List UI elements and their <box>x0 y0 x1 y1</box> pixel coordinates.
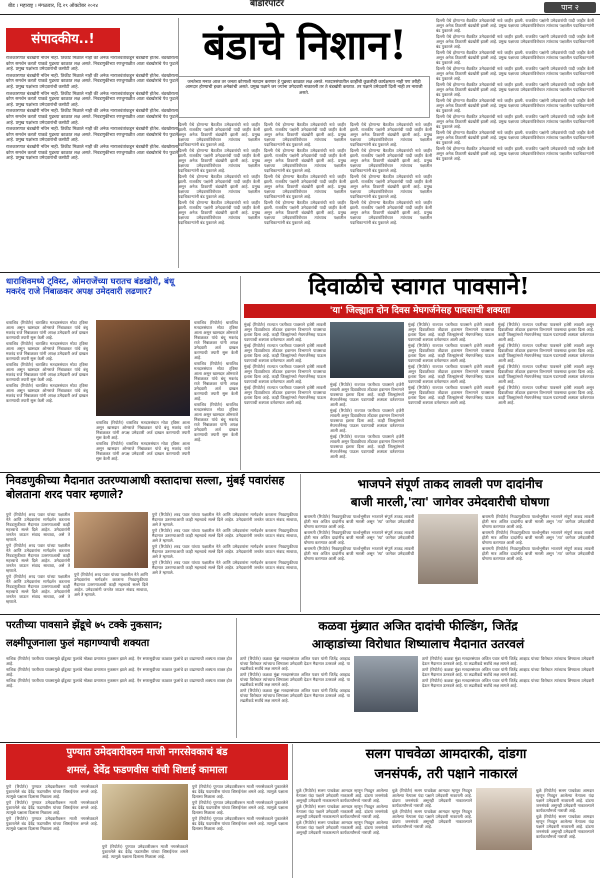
lead-body-col3: दिल्ली येथे होणाऱ्या बैठकीत उमेदवारांची नावे जाहीर झाली. राजकीय पक्षांनी उमेदवारांची यादी जाहीर केली असून अनेक ठिकाणी बंडखोरी झाली आहे. प्रमुख पक्षाच्या उमेदवारांविरोधात त्यांच्याच पक्षातील पदाधिकाऱ्यांनी बंड पुकारले आहे. दिल्ली येथे होणाऱ्या बैठकीत उमेदवारांची नावे जाहीर झाली. राजकीय पक्षांनी उमेदवारांची यादी जाहीर केली असून अनेक ठिकाणी बंडखोरी झाली आहे. प्रमुख पक्षाच्या उमेदवारांविरोधात त्यांच्याच पक्षातील पदाधिकाऱ्यांनी बंड पुकारले आहे. दिल्ली येथे होणाऱ्या बैठकीत उमेदवारांची नावे जाहीर झाली. राजकीय पक्षांनी उमेदवारांची यादी जाहीर केली असून अनेक ठिकाणी बंडखोरी झाली आहे. प्रमुख पक्षाच्या उमेदवारांविरोधात त्यांच्याच पक्षातील पदाधिकाऱ्यांनी बंड पुकारले आहे. दिल्ली येथे होणाऱ्या बैठकीत उमेदवारांची नावे जाहीर झाली. राजकीय पक्षांनी उमेदवारांची यादी जाहीर केली असून अनेक ठिकाणी बंडखोरी झाली आहे. प्रमुख पक्षाच्या उमेदवारांविरोधात त्यांच्याच पक्षातील पदाधिकाऱ्यांनी बंड पुकारले आहे. <box>350 122 432 225</box>
salag-headline-line1: सलग पाचवेळा आमदारकी, दांडगा <box>365 747 527 762</box>
rain-photo <box>330 322 404 378</box>
lead-body-col2: दिल्ली येथे होणाऱ्या बैठकीत उमेदवारांची नावे जाहीर झाली. राजकीय पक्षांनी उमेदवारांची यादी जाहीर केली असून अनेक ठिकाणी बंडखोरी झाली आहे. प्रमुख पक्षाच्या उमेदवारांविरोधात त्यांच्याच पक्षातील पदाधिकाऱ्यांनी बंड पुकारले आहे. दिल्ली येथे होणाऱ्या बैठकीत उमेदवारांची नावे जाहीर झाली. राजकीय पक्षांनी उमेदवारांची यादी जाहीर केली असून अनेक ठिकाणी बंडखोरी झाली आहे. प्रमुख पक्षाच्या उमेदवारांविरोधात त्यांच्याच पक्षातील पदाधिकाऱ्यांनी बंड पुकारले आहे. दिल्ली येथे होणाऱ्या बैठकीत उमेदवारांची नावे जाहीर झाली. राजकीय पक्षांनी उमेदवारांची यादी जाहीर केली असून अनेक ठिकाणी बंडखोरी झाली आहे. प्रमुख पक्षाच्या उमेदवारांविरोधात त्यांच्याच पक्षातील पदाधिकाऱ्यांनी बंड पुकारले आहे. दिल्ली येथे होणाऱ्या बैठकीत उमेदवारांची नावे जाहीर झाली. राजकीय पक्षांनी उमेदवारांची यादी जाहीर केली असून अनेक ठिकाणी बंडखोरी झाली आहे. प्रमुख पक्षाच्या उमेदवारांविरोधात त्यांच्याच पक्षातील पदाधिकाऱ्यांनी बंड पुकारले आहे. <box>264 122 346 225</box>
column-divider <box>292 744 293 878</box>
rally-photo <box>96 320 190 416</box>
masthead-rule <box>0 14 600 15</box>
salag-text-col3: धुळे (रिपोर्टर) सलग पाचवेळा आमदार म्हणून निवडून आलेल्या नेत्याला यंदा पक्षाने उमेदवारी नाकारली आहे. दांडगा जनसंपर्क असूनही उमेदवारी नाकारल्याने कार्यकर्त्यांमध्ये नाराजी आहे. धुळे (रिपोर्टर) सलग पाचवेळा आमदार म्हणून निवडून आलेल्या नेत्याला यंदा पक्षाने उमेदवारी नाकारली आहे. दांडगा जनसंपर्क असूनही उमेदवारी नाकारल्याने कार्यकर्त्यांमध्ये नाराजी आहे. <box>536 788 594 839</box>
lead-headline: बंडाचे निशान! <box>203 22 407 69</box>
section-rule <box>0 472 600 473</box>
diwali-text-col4: मुंबई (रिपोर्टर) राज्यात परतीच्या पावसाने हजेरी लावली असून दिवाळीच्या तोंडावर हवामान विभागाने पावसाचा इशारा दिला आहे. काही जिल्ह्यांमध्ये मेघगर्जनेसह पाऊस पडण्याची शक्यता वर्तवण्यात आली आहे. मुंबई (रिपोर्टर) राज्यात परतीच्या पावसाने हजेरी लावली असून दिवाळीच्या तोंडावर हवामान विभागाने पावसाचा इशारा दिला आहे. काही जिल्ह्यांमध्ये मेघगर्जनेसह पाऊस पडण्याची शक्यता वर्तवण्यात आली आहे. मुंबई (रिपोर्टर) राज्यात परतीच्या पावसाने हजेरी लावली असून दिवाळीच्या तोंडावर हवामान विभागाने पावसाचा इशारा दिला आहे. काही जिल्ह्यांमध्ये मेघगर्जनेसह पाऊस पडण्याची शक्यता वर्तवण्यात आली आहे. मुंबई (रिपोर्टर) राज्यात परतीच्या पावसाने हजेरी लावली असून दिवाळीच्या तोंडावर हवामान विभागाने पावसाचा इशारा दिला आहे. काही जिल्ह्यांमध्ये मेघगर्जनेसह पाऊस पडण्याची शक्यता वर्तवण्यात आली आहे. <box>498 322 594 405</box>
lead-body-col1: दिल्ली येथे होणाऱ्या बैठकीत उमेदवारांची नावे जाहीर झाली. राजकीय पक्षांनी उमेदवारांची यादी जाहीर केली असून अनेक ठिकाणी बंडखोरी झाली आहे. प्रमुख पक्षाच्या उमेदवारांविरोधात त्यांच्याच पक्षातील पदाधिकाऱ्यांनी बंड पुकारले आहे. दिल्ली येथे होणाऱ्या बैठकीत उमेदवारांची नावे जाहीर झाली. राजकीय पक्षांनी उमेदवारांची यादी जाहीर केली असून अनेक ठिकाणी बंडखोरी झाली आहे. प्रमुख पक्षाच्या उमेदवारांविरोधात त्यांच्याच पक्षातील पदाधिकाऱ्यांनी बंड पुकारले आहे. दिल्ली येथे होणाऱ्या बैठकीत उमेदवारांची नावे जाहीर झाली. राजकीय पक्षांनी उमेदवारांची यादी जाहीर केली असून अनेक ठिकाणी बंडखोरी झाली आहे. प्रमुख पक्षाच्या उमेदवारांविरोधात त्यांच्याच पक्षातील पदाधिकाऱ्यांनी बंड पुकारले आहे. दिल्ली येथे होणाऱ्या बैठकीत उमेदवारांची नावे जाहीर झाली. राजकीय पक्षांनी उमेदवारांची यादी जाहीर केली असून अनेक ठिकाणी बंडखोरी झाली आहे. प्रमुख पक्षाच्या उमेदवारांविरोधात त्यांच्याच पक्षातील पदाधिकाऱ्यांनी बंड पुकारले आहे. <box>178 122 260 225</box>
partichya-headline-line1: परतीच्या पावसाने झेंडूचे ७५ टक्के नुकसान; <box>6 620 163 631</box>
lead-intro-box: जनतेच्या मनात आज तर जनता कोणाशी मतदान करणार हे पुढच्या काळात लक्ष असते. मतदारसंघातील काहींची कुठलीही कार्यक्षमता नाही पण तरीही आमदार होण्याची इच्छा अनेकांची असते. प्रमुख पक्षाने जर ज्यांना उमेदवारी नाकारली तर ते बंडखोरी करतात. तर पक्षाने उमेदवारी दिली नाही तर नाराजी असते. <box>178 76 430 118</box>
bjp-headline-line2: बाजी मारली,'त्या' जागेवर उमेदवारीची घोषणा <box>350 495 550 509</box>
salag-text-col1: धुळे (रिपोर्टर) सलग पाचवेळा आमदार म्हणून निवडून आलेल्या नेत्याला यंदा पक्षाने उमेदवारी नाकारली आहे. दांडगा जनसंपर्क असूनही उमेदवारी नाकारल्याने कार्यकर्त्यांमध्ये नाराजी आहे. धुळे (रिपोर्टर) सलग पाचवेळा आमदार म्हणून निवडून आलेल्या नेत्याला यंदा पक्षाने उमेदवारी नाकारली आहे. दांडगा जनसंपर्क असूनही उमेदवारी नाकारल्याने कार्यकर्त्यांमध्ये नाराजी आहे. धुळे (रिपोर्टर) सलग पाचवेळा आमदार म्हणून निवडून आलेल्या नेत्याला यंदा पक्षाने उमेदवारी नाकारली आहे. दांडगा जनसंपर्क असूनही उमेदवारी नाकारल्याने कार्यकर्त्यांमध्ये नाराजी आहे. <box>296 788 388 835</box>
partichya-text: नाशिक (रिपोर्टर) परतीच्या पावसामुळे झेंडूच्या फुलांचे मोठ्या प्रमाणात नुकसान झाले आहे. ऐन सणासुदीच्या काळात फुलांचे दर वाढण्याची शक्यता व्यक्त होत आहे. नाशिक (रिपोर्टर) परतीच्या पावसामुळे झेंडूच्या फुलांचे मोठ्या प्रमाणात नुकसान झाले आहे. ऐन सणासुदीच्या काळात फुलांचे दर वाढण्याची शक्यता व्यक्त होत आहे. नाशिक (रिपोर्टर) परतीच्या पावसामुळे झेंडूच्या फुलांचे मोठ्या प्रमाणात नुकसान झाले आहे. ऐन सणासुदीच्या काळात फुलांचे दर वाढण्याची शक्यता व्यक्त होत आहे. <box>6 656 232 688</box>
diwali-text-col2: मुंबई (रिपोर्टर) राज्यात परतीच्या पावसाने हजेरी लावली असून दिवाळीच्या तोंडावर हवामान विभागाने पावसाचा इशारा दिला आहे. काही जिल्ह्यांमध्ये मेघगर्जनेसह पाऊस पडण्याची शक्यता वर्तवण्यात आली आहे. मुंबई (रिपोर्टर) राज्यात परतीच्या पावसाने हजेरी लावली असून दिवाळीच्या तोंडावर हवामान विभागाने पावसाचा इशारा दिला आहे. काही जिल्ह्यांमध्ये मेघगर्जनेसह पाऊस पडण्याची शक्यता वर्तवण्यात आली आहे. मुंबई (रिपोर्टर) राज्यात परतीच्या पावसाने हजेरी लावली असून दिवाळीच्या तोंडावर हवामान विभागाने पावसाचा इशारा दिला आहे. काही जिल्ह्यांमध्ये मेघगर्जनेसह पाऊस पडण्याची शक्यता वर्तवण्यात आली आहे. <box>330 382 404 459</box>
bjp-photo <box>418 514 478 584</box>
pune-headline-box <box>6 744 288 780</box>
sabha-text-col1: पुणे (रिपोर्टर) शरद पवार यांच्या पक्षातील नेते आणि उमेदवारांना मार्गदर्शन करताना निवडणुकीच्या मैदानात उतरण्याआधी काही महत्त्वाचे सल्ले दिले आहेत. उमेदवारांनी जनतेत जाऊन संवाद साधावा, असे ते म्हणाले. पुणे (रिपोर्टर) शरद पवार यांच्या पक्षातील नेते आणि उमेदवारांना मार्गदर्शन करताना निवडणुकीच्या मैदानात उतरण्याआधी काही महत्त्वाचे सल्ले दिले आहेत. उमेदवारांनी जनतेत जाऊन संवाद साधावा, असे ते म्हणाले. पुणे (रिपोर्टर) शरद पवार यांच्या पक्षातील नेते आणि उमेदवारांना मार्गदर्शन करताना निवडणुकीच्या मैदानात उतरण्याआधी काही महत्त्वाचे सल्ले दिले आहेत. उमेदवारांनी जनतेत जाऊन संवाद साधावा, असे ते म्हणाले. <box>6 512 70 604</box>
column-divider <box>240 276 241 470</box>
kalva-text-col1: ठाणे (रिपोर्टर) कळवा मुंब्रा मतदारसंघात अजित पवार यांनी जितेंद्र आव्हाड यांच्या विरोधात त्यांच्याच शिष्याला उमेदवारी देऊन मैदानात उतरवले आहे. या लढतीकडे सर्वांचे लक्ष लागले आहे. ठाणे (रिपोर्टर) कळवा मुंब्रा मतदारसंघात अजित पवार यांनी जितेंद्र आव्हाड यांच्या विरोधात त्यांच्याच शिष्याला उमेदवारी देऊन मैदानात उतरवले आहे. या लढतीकडे सर्वांचे लक्ष लागले आहे. ठाणे (रिपोर्टर) कळवा मुंब्रा मतदारसंघात अजित पवार यांनी जितेंद्र आव्हाड यांच्या विरोधात त्यांच्याच शिष्याला उमेदवारी देऊन मैदानात उतरवले आहे. या लढतीकडे सर्वांचे लक्ष लागले आहे. <box>240 656 350 703</box>
bjp-text-col2: बारामती (रिपोर्टर) निवडणुकीच्या पार्श्वभूमीवर भाजपने संपूर्ण ताकद लावली होती मात्र अजित दादांनीच बाजी मारली असून 'त्या' जागेवर उमेदवारीची घोषणा करण्यात आली आहे. बारामती (रिपोर्टर) निवडणुकीच्या पार्श्वभूमीवर भाजपने संपूर्ण ताकद लावली होती मात्र अजित दादांनीच बाजी मारली असून 'त्या' जागेवर उमेदवारीची घोषणा करण्यात आली आहे. बारामती (रिपोर्टर) निवडणुकीच्या पार्श्वभूमीवर भाजपने संपूर्ण ताकद लावली होती मात्र अजित दादांनीच बाजी मारली असून 'त्या' जागेवर उमेदवारीची घोषणा करण्यात आली आहे. <box>482 514 594 561</box>
editorial-header: संपादकीय..! <box>6 28 120 52</box>
dharashiv-text-col1: धाराशिव (रिपोर्टर) धाराशिव मतदारसंघात मोठा ट्विस्ट आला असून खासदार ओमराजे निंबाळकर यांचे बंधू मकरंद राजे निंबाळकर यांनी अपक्ष उमेदवारी अर्ज दाखल करण्याची तयारी सुरू केली आहे. धाराशिव (रिपोर्टर) धाराशिव मतदारसंघात मोठा ट्विस्ट आला असून खासदार ओमराजे निंबाळकर यांचे बंधू मकरंद राजे निंबाळकर यांनी अपक्ष उमेदवारी अर्ज दाखल करण्याची तयारी सुरू केली आहे. धाराशिव (रिपोर्टर) धाराशिव मतदारसंघात मोठा ट्विस्ट आला असून खासदार ओमराजे निंबाळकर यांचे बंधू मकरंद राजे निंबाळकर यांनी अपक्ष उमेदवारी अर्ज दाखल करण्याची तयारी सुरू केली आहे. धाराशिव (रिपोर्टर) धाराशिव मतदारसंघात मोठा ट्विस्ट आला असून खासदार ओमराजे निंबाळकर यांचे बंधू मकरंद राजे निंबाळकर यांनी अपक्ष उमेदवारी अर्ज दाखल करण्याची तयारी सुरू केली आहे. <box>6 320 88 403</box>
dharashiv-text-col2: धाराशिव (रिपोर्टर) धाराशिव मतदारसंघात मोठा ट्विस्ट आला असून खासदार ओमराजे निंबाळकर यांचे बंधू मकरंद राजे निंबाळकर यांनी अपक्ष उमेदवारी अर्ज दाखल करण्याची तयारी सुरू केली आहे. धाराशिव (रिपोर्टर) धाराशिव मतदारसंघात मोठा ट्विस्ट आला असून खासदार ओमराजे निंबाळकर यांचे बंधू मकरंद राजे निंबाळकर यांनी अपक्ष उमेदवारी अर्ज दाखल करण्याची तयारी सुरू केली आहे. <box>96 420 190 461</box>
sabha-text-col3: पुणे (रिपोर्टर) शरद पवार यांच्या पक्षातील नेते आणि उमेदवारांना मार्गदर्शन करताना निवडणुकीच्या मैदानात उतरण्याआधी काही महत्त्वाचे सल्ले दिले आहेत. उमेदवारांनी जनतेत जाऊन संवाद साधावा, असे ते म्हणाले. पुणे (रिपोर्टर) शरद पवार यांच्या पक्षातील नेते आणि उमेदवारांना मार्गदर्शन करताना निवडणुकीच्या मैदानात उतरण्याआधी काही महत्त्वाचे सल्ले दिले आहेत. उमेदवारांनी जनतेत जाऊन संवाद साधावा, असे ते म्हणाले. पुणे (रिपोर्टर) शरद पवार यांच्या पक्षातील नेते आणि उमेदवारांना मार्गदर्शन करताना निवडणुकीच्या मैदानात उतरण्याआधी काही महत्त्वाचे सल्ले दिले आहेत. उमेदवारांनी जनतेत जाऊन संवाद साधावा, असे ते म्हणाले. पुणे (रिपोर्टर) शरद पवार यांच्या पक्षातील नेते आणि उमेदवारांना मार्गदर्शन करताना निवडणुकीच्या मैदानात उतरण्याआधी काही महत्त्वाचे सल्ले दिले आहेत. उमेदवारांनी जनतेत जाऊन संवाद साधावा, असे ते म्हणाले. <box>152 512 298 575</box>
bjp-text-col1: बारामती (रिपोर्टर) निवडणुकीच्या पार्श्वभूमीवर भाजपने संपूर्ण ताकद लावली होती मात्र अजित दादांनीच बाजी मारली असून 'त्या' जागेवर उमेदवारीची घोषणा करण्यात आली आहे. बारामती (रिपोर्टर) निवडणुकीच्या पार्श्वभूमीवर भाजपने संपूर्ण ताकद लावली होती मात्र अजित दादांनीच बाजी मारली असून 'त्या' जागेवर उमेदवारीची घोषणा करण्यात आली आहे. बारामती (रिपोर्टर) निवडणुकीच्या पार्श्वभूमीवर भाजपने संपूर्ण ताकद लावली होती मात्र अजित दादांनीच बाजी मारली असून 'त्या' जागेवर उमेदवारीची घोषणा करण्यात आली आहे. <box>304 514 414 561</box>
bjp-headline-line1: भाजपने संपूर्ण ताकद लावली पण दादांनीच <box>357 477 543 491</box>
masthead-title: बीडरिपोर्टर <box>250 0 284 9</box>
diwali-text-col1: मुंबई (रिपोर्टर) राज्यात परतीच्या पावसाने हजेरी लावली असून दिवाळीच्या तोंडावर हवामान विभागाने पावसाचा इशारा दिला आहे. काही जिल्ह्यांमध्ये मेघगर्जनेसह पाऊस पडण्याची शक्यता वर्तवण्यात आली आहे. मुंबई (रिपोर्टर) राज्यात परतीच्या पावसाने हजेरी लावली असून दिवाळीच्या तोंडावर हवामान विभागाने पावसाचा इशारा दिला आहे. काही जिल्ह्यांमध्ये मेघगर्जनेसह पाऊस पडण्याची शक्यता वर्तवण्यात आली आहे. मुंबई (रिपोर्टर) राज्यात परतीच्या पावसाने हजेरी लावली असून दिवाळीच्या तोंडावर हवामान विभागाने पावसाचा इशारा दिला आहे. काही जिल्ह्यांमध्ये मेघगर्जनेसह पाऊस पडण्याची शक्यता वर्तवण्यात आली आहे. मुंबई (रिपोर्टर) राज्यात परतीच्या पावसाने हजेरी लावली असून दिवाळीच्या तोंडावर हवामान विभागाने पावसाचा इशारा दिला आहे. काही जिल्ह्यांमध्ये मेघगर्जनेसह पाऊस पडण्याची शक्यता वर्तवण्यात आली आहे. <box>244 322 326 405</box>
dharashiv-text-col3: धाराशिव (रिपोर्टर) धाराशिव मतदारसंघात मोठा ट्विस्ट आला असून खासदार ओमराजे निंबाळकर यांचे बंधू मकरंद राजे निंबाळकर यांनी अपक्ष उमेदवारी अर्ज दाखल करण्याची तयारी सुरू केली आहे. धाराशिव (रिपोर्टर) धाराशिव मतदारसंघात मोठा ट्विस्ट आला असून खासदार ओमराजे निंबाळकर यांचे बंधू मकरंद राजे निंबाळकर यांनी अपक्ष उमेदवारी अर्ज दाखल करण्याची तयारी सुरू केली आहे. धाराशिव (रिपोर्टर) धाराशिव मतदारसंघात मोठा ट्विस्ट आला असून खासदार ओमराजे निंबाळकर यांचे बंधू मकरंद राजे निंबाळकर यांनी अपक्ष उमेदवारी अर्ज दाखल करण्याची तयारी सुरू केली आहे. <box>194 320 238 442</box>
kalva-headline-line2: आव्हाडांच्या विरोधात शिष्यालाच मैदानात उतरवलं <box>311 637 525 651</box>
sabha-text-col2: पुणे (रिपोर्टर) शरद पवार यांच्या पक्षातील नेते आणि उमेदवारांना मार्गदर्शन करताना निवडणुकीच्या मैदानात उतरण्याआधी काही महत्त्वाचे सल्ले दिले आहेत. उमेदवारांनी जनतेत जाऊन संवाद साधावा, असे ते म्हणाले. <box>74 572 148 597</box>
section-rule <box>0 614 600 615</box>
kalva-text-col2: ठाणे (रिपोर्टर) कळवा मुंब्रा मतदारसंघात अजित पवार यांनी जितेंद्र आव्हाड यांच्या विरोधात त्यांच्याच शिष्याला उमेदवारी देऊन मैदानात उतरवले आहे. या लढतीकडे सर्वांचे लक्ष लागले आहे. ठाणे (रिपोर्टर) कळवा मुंब्रा मतदारसंघात अजित पवार यांनी जितेंद्र आव्हाड यांच्या विरोधात त्यांच्याच शिष्याला उमेदवारी देऊन मैदानात उतरवले आहे. या लढतीकडे सर्वांचे लक्ष लागले आहे. ठाणे (रिपोर्टर) कळवा मुंब्रा मतदारसंघात अजित पवार यांनी जितेंद्र आव्हाड यांच्या विरोधात त्यांच्याच शिष्याला उमेदवारी देऊन मैदानात उतरवले आहे. या लढतीकडे सर्वांचे लक्ष लागले आहे. <box>422 656 594 688</box>
pune-headline-line1: पुण्यात उमेदवारीवरुन माजी नगरसेवकाचं बंड <box>66 747 228 758</box>
pune-text-col3: पुणे (रिपोर्टर) पुण्यात उमेदवारीवरून माजी नगरसेवकाने पुकारलेले बंड देवेंद्र फडणवीस यांच्या शिष्टाईनंतर शमले आहे. त्यामुळे पक्षाला दिलासा मिळाला आहे. पुणे (रिपोर्टर) पुण्यात उमेदवारीवरून माजी नगरसेवकाने पुकारलेले बंड देवेंद्र फडणवीस यांच्या शिष्टाईनंतर शमले आहे. त्यामुळे पक्षाला दिलासा मिळाला आहे. पुणे (रिपोर्टर) पुण्यात उमेदवारीवरून माजी नगरसेवकाने पुकारलेले बंड देवेंद्र फडणवीस यांच्या शिष्टाईनंतर शमले आहे. त्यामुळे पक्षाला दिलासा मिळाला आहे. <box>192 784 288 831</box>
sabha-photo <box>74 512 148 568</box>
masthead-dateline: बीड । महाराष्ट्र । मंगळवार, दि.२९ ऑक्टोबर २०२४ <box>8 3 98 9</box>
pune-text-col1: पुणे (रिपोर्टर) पुण्यात उमेदवारीवरून माजी नगरसेवकाने पुकारलेले बंड देवेंद्र फडणवीस यांच्या शिष्टाईनंतर शमले आहे. त्यामुळे पक्षाला दिलासा मिळाला आहे. पुणे (रिपोर्टर) पुण्यात उमेदवारीवरून माजी नगरसेवकाने पुकारलेले बंड देवेंद्र फडणवीस यांच्या शिष्टाईनंतर शमले आहे. त्यामुळे पक्षाला दिलासा मिळाला आहे. पुणे (रिपोर्टर) पुण्यात उमेदवारीवरून माजी नगरसेवकाने पुकारलेले बंड देवेंद्र फडणवीस यांच्या शिष्टाईनंतर शमले आहे. त्यामुळे पक्षाला दिलासा मिळाला आहे. <box>6 784 98 831</box>
partichya-headline-line2: लक्ष्मीपूजनाला फुलं महागण्याची शक्यता <box>6 638 150 649</box>
diwali-headline: दिवाळीचे स्वागत पावसाने! <box>308 273 530 300</box>
salag-headline-line2: जनसंपर्क, तरी पक्षाने नाकारलं <box>374 767 518 782</box>
salag-photo <box>476 788 532 850</box>
column-divider <box>236 618 237 738</box>
page-number-badge: पान २ <box>544 2 596 13</box>
pune-text-col2: पुणे (रिपोर्टर) पुण्यात उमेदवारीवरून माजी नगरसेवकाने पुकारलेले बंड देवेंद्र फडणवीस यांच्या शिष्टाईनंतर शमले आहे. त्यामुळे पक्षाला दिलासा मिळाला आहे. <box>102 844 188 859</box>
section-rule <box>0 742 600 743</box>
pune-headline-line2: शमलं, देवेंद्र फडणवीस यांची शिष्टाई कामाला <box>66 765 228 776</box>
lead-body-col4: दिल्ली येथे होणाऱ्या बैठकीत उमेदवारांची नावे जाहीर झाली. राजकीय पक्षांनी उमेदवारांची यादी जाहीर केली असून अनेक ठिकाणी बंडखोरी झाली आहे. प्रमुख पक्षाच्या उमेदवारांविरोधात त्यांच्याच पक्षातील पदाधिकाऱ्यांनी बंड पुकारले आहे. दिल्ली येथे होणाऱ्या बैठकीत उमेदवारांची नावे जाहीर झाली. राजकीय पक्षांनी उमेदवारांची यादी जाहीर केली असून अनेक ठिकाणी बंडखोरी झाली आहे. प्रमुख पक्षाच्या उमेदवारांविरोधात त्यांच्याच पक्षातील पदाधिकाऱ्यांनी बंड पुकारले आहे. दिल्ली येथे होणाऱ्या बैठकीत उमेदवारांची नावे जाहीर झाली. राजकीय पक्षांनी उमेदवारांची यादी जाहीर केली असून अनेक ठिकाणी बंडखोरी झाली आहे. प्रमुख पक्षाच्या उमेदवारांविरोधात त्यांच्याच पक्षातील पदाधिकाऱ्यांनी बंड पुकारले आहे. दिल्ली येथे होणाऱ्या बैठकीत उमेदवारांची नावे जाहीर झाली. राजकीय पक्षांनी उमेदवारांची यादी जाहीर केली असून अनेक ठिकाणी बंडखोरी झाली आहे. प्रमुख पक्षाच्या उमेदवारांविरोधात त्यांच्याच पक्षातील पदाधिकाऱ्यांनी बंड पुकारले आहे. दिल्ली येथे होणाऱ्या बैठकीत उमेदवारांची नावे जाहीर झाली. राजकीय पक्षांनी उमेदवारांची यादी जाहीर केली असून अनेक ठिकाणी बंडखोरी झाली आहे. प्रमुख पक्षाच्या उमेदवारांविरोधात त्यांच्याच पक्षातील पदाधिकाऱ्यांनी बंड पुकारले आहे. दिल्ली येथे होणाऱ्या बैठकीत उमेदवारांची नावे जाहीर झाली. राजकीय पक्षांनी उमेदवारांची यादी जाहीर केली असून अनेक ठिकाणी बंडखोरी झाली आहे. प्रमुख पक्षाच्या उमेदवारांविरोधात त्यांच्याच पक्षातील पदाधिकाऱ्यांनी बंड पुकारले आहे. दिल्ली येथे होणाऱ्या बैठकीत उमेदवारांची नावे जाहीर झाली. राजकीय पक्षांनी उमेदवारांची यादी जाहीर केली असून अनेक ठिकाणी बंडखोरी झाली आहे. प्रमुख पक्षाच्या उमेदवारांविरोधात त्यांच्याच पक्षातील पदाधिकाऱ्यांनी बंड पुकारले आहे. दिल्ली येथे होणाऱ्या बैठकीत उमेदवारांची नावे जाहीर झाली. राजकीय पक्षांनी उमेदवारांची यादी जाहीर केली असून अनेक ठिकाणी बंडखोरी झाली आहे. प्रमुख पक्षाच्या उमेदवारांविरोधात त्यांच्याच पक्षातील पदाधिकाऱ्यांनी बंड पुकारले आहे. दिल्ली येथे होणाऱ्या बैठकीत उमेदवारांची नावे जाहीर झाली. राजकीय पक्षांनी उमेदवारांची यादी जाहीर केली असून अनेक ठिकाणी बंडखोरी झाली आहे. प्रमुख पक्षाच्या उमेदवारांविरोधात त्यांच्याच पक्षातील पदाधिकाऱ्यांनी बंड पुकारले आहे. <box>436 18 594 161</box>
diwali-text-col3: मुंबई (रिपोर्टर) राज्यात परतीच्या पावसाने हजेरी लावली असून दिवाळीच्या तोंडावर हवामान विभागाने पावसाचा इशारा दिला आहे. काही जिल्ह्यांमध्ये मेघगर्जनेसह पाऊस पडण्याची शक्यता वर्तवण्यात आली आहे. मुंबई (रिपोर्टर) राज्यात परतीच्या पावसाने हजेरी लावली असून दिवाळीच्या तोंडावर हवामान विभागाने पावसाचा इशारा दिला आहे. काही जिल्ह्यांमध्ये मेघगर्जनेसह पाऊस पडण्याची शक्यता वर्तवण्यात आली आहे. मुंबई (रिपोर्टर) राज्यात परतीच्या पावसाने हजेरी लावली असून दिवाळीच्या तोंडावर हवामान विभागाने पावसाचा इशारा दिला आहे. काही जिल्ह्यांमध्ये मेघगर्जनेसह पाऊस पडण्याची शक्यता वर्तवण्यात आली आहे. मुंबई (रिपोर्टर) राज्यात परतीच्या पावसाने हजेरी लावली असून दिवाळीच्या तोंडावर हवामान विभागाने पावसाचा इशारा दिला आहे. काही जिल्ह्यांमध्ये मेघगर्जनेसह पाऊस पडण्याची शक्यता वर्तवण्यात आली आहे. <box>408 322 494 405</box>
column-divider <box>300 474 301 612</box>
kalva-headline-line1: कळवा मुंब्र्यात अजित दादांची फील्डिंग, जितेंद्र <box>318 619 518 633</box>
sabha-headline: निवडणुकीच्या मैदानात उतरण्याआधी वस्तादाचा सल्ला, मुंबई पवारांसह बोलताना शरद पवार म्हणाले? <box>6 474 285 501</box>
diwali-subhead: 'या' जिल्ह्यात दोन दिवस मेघगर्जनेसह पावसाची शक्यता <box>244 304 596 318</box>
salag-text-col2: धुळे (रिपोर्टर) सलग पाचवेळा आमदार म्हणून निवडून आलेल्या नेत्याला यंदा पक्षाने उमेदवारी नाकारली आहे. दांडगा जनसंपर्क असूनही उमेदवारी नाकारल्याने कार्यकर्त्यांमध्ये नाराजी आहे. धुळे (रिपोर्टर) सलग पाचवेळा आमदार म्हणून निवडून आलेल्या नेत्याला यंदा पक्षाने उमेदवारी नाकारली आहे. दांडगा जनसंपर्क असूनही उमेदवारी नाकारल्याने कार्यकर्त्यांमध्ये नाराजी आहे. <box>392 788 472 829</box>
kalva-photo <box>354 656 418 712</box>
dharashiv-headline: धाराशिवमध्ये ट्विस्ट, ओमराजेंच्या घरातच बंडखोरी, बंधू मकरंद राजे निंबाळकर अपक्ष उमेदवारी लढणार? <box>6 276 175 296</box>
editorial-text: राजकारणात बंडखोरी नविन नाही. तिकीट मिळाले नाही की अनेक नाराजवंतांकडून बंडखोरी होतेच. बंडखोराला कोण समर्थन करतो याकडे पुढच्या काळात लक्ष असते. निवडणुकीच्या रणधुमाळीत आता बंडखोरांचे पेव फुटले आहे. प्रमुख पक्षांच्या उमेदवारांची कसोटी आहे. राजकारणात बंडखोरी नविन नाही. तिकीट मिळाले नाही की अनेक नाराजवंतांकडून बंडखोरी होतेच. बंडखोराला कोण समर्थन करतो याकडे पुढच्या काळात लक्ष असते. निवडणुकीच्या रणधुमाळीत आता बंडखोरांचे पेव फुटले आहे. प्रमुख पक्षांच्या उमेदवारांची कसोटी आहे. राजकारणात बंडखोरी नविन नाही. तिकीट मिळाले नाही की अनेक नाराजवंतांकडून बंडखोरी होतेच. बंडखोराला कोण समर्थन करतो याकडे पुढच्या काळात लक्ष असते. निवडणुकीच्या रणधुमाळीत आता बंडखोरांचे पेव फुटले आहे. प्रमुख पक्षांच्या उमेदवारांची कसोटी आहे. राजकारणात बंडखोरी नविन नाही. तिकीट मिळाले नाही की अनेक नाराजवंतांकडून बंडखोरी होतेच. बंडखोराला कोण समर्थन करतो याकडे पुढच्या काळात लक्ष असते. निवडणुकीच्या रणधुमाळीत आता बंडखोरांचे पेव फुटले आहे. प्रमुख पक्षांच्या उमेदवारांची कसोटी आहे. राजकारणात बंडखोरी नविन नाही. तिकीट मिळाले नाही की अनेक नाराजवंतांकडून बंडखोरी होतेच. बंडखोराला कोण समर्थन करतो याकडे पुढच्या काळात लक्ष असते. निवडणुकीच्या रणधुमाळीत आता बंडखोरांचे पेव फुटले आहे. प्रमुख पक्षांच्या उमेदवारांची कसोटी आहे. राजकारणात बंडखोरी नविन नाही. तिकीट मिळाले नाही की अनेक नाराजवंतांकडून बंडखोरी होतेच. बंडखोराला कोण समर्थन करतो याकडे पुढच्या काळात लक्ष असते. निवडणुकीच्या रणधुमाळीत आता बंडखोरांचे पेव फुटले आहे. प्रमुख पक्षांच्या उमेदवारांची कसोटी आहे. <box>6 56 178 162</box>
pune-photo <box>102 784 188 840</box>
